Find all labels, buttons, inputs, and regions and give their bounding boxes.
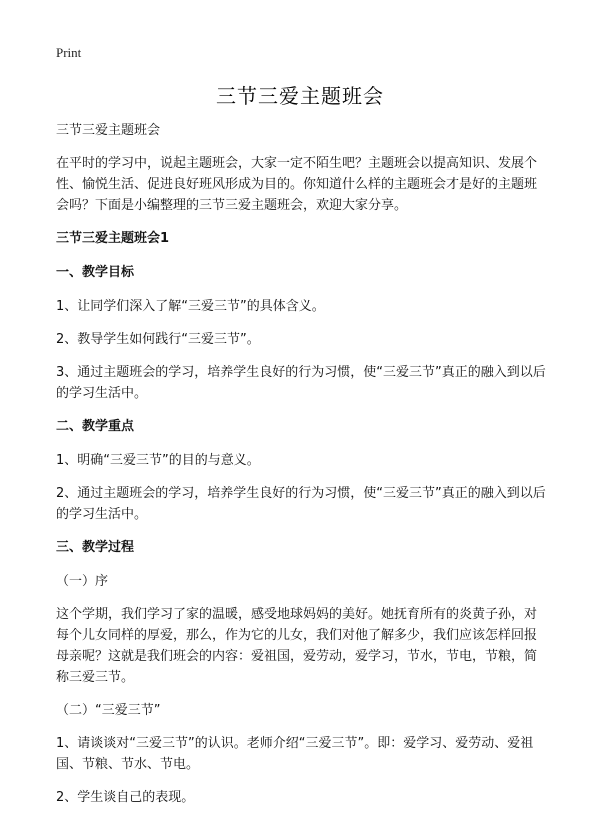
paragraph-process-1-title: （一）序: [56, 574, 109, 589]
paragraph-focus-2: 2、通过主题班会的学习，培养学生良好的行为习惯，使“三爱三节”真正的融入到以后的学习生活中。: [56, 486, 546, 522]
paragraph-goal-3: 3、通过主题班会的学习，培养学生良好的行为习惯，使“三爱三节”真正的融入到以后的学习生活中。: [56, 365, 546, 401]
document-body: [56, 120, 548, 820]
heading-teaching-process: 三、教学过程: [56, 540, 135, 555]
paragraph-process-2-title: （二）“三爱三节”: [56, 703, 161, 718]
document-title: 三节三爱主题班会: [216, 84, 384, 108]
paragraph-process-2-1: 1、请谈谈对“三爱三节”的认识。老师介绍“三爱三节”。即：爱学习、爱劳动、爱祖国、节粮、节水、节电。: [56, 736, 534, 772]
heading-teaching-focus: 二、教学重点: [56, 419, 135, 434]
paragraph-focus-1: 1、明确“三爱三节”的目的与意义。: [56, 453, 260, 468]
paragraph-process-1-text: 这个学期，我们学习了家的温暖，感受地球妈妈的美好。她抚育所有的炎黄子孙，对每个儿女同样的厚爱，那么，作为它的儿女，我们对他了解多少，我们应该怎样回报母亲呢？这就是我们班会的内容：爱祖国，爱劳动，爱学习，节水，节电，节粮，简称三爱三节。: [56, 607, 538, 685]
paragraph-subtitle: 三节三爱主题班会: [56, 123, 161, 138]
paragraph-goal-2: 2、教导学生如何践行“三爱三节”。: [56, 332, 260, 347]
heading-teaching-goal: 一、教学目标: [56, 265, 135, 280]
paragraph-intro: 在平时的学习中，说起主题班会，大家一定不陌生吧？主题班会以提高知识、发展个性、愉悦生活、促进良好班风形成为目的。你知道什么样的主题班会才是好的主题班会吗？下面是小编整理的三节三爱主题班会，欢迎大家分享。: [56, 156, 538, 213]
paragraph-goal-1: 1、让同学们深入了解“三爱三节”的具体含义。: [56, 299, 325, 314]
paragraph-process-2-2: 2、学生谈自己的表现。: [56, 790, 195, 805]
section-heading: 三节三爱主题班会1: [56, 231, 170, 246]
print-label: Print: [56, 45, 82, 60]
